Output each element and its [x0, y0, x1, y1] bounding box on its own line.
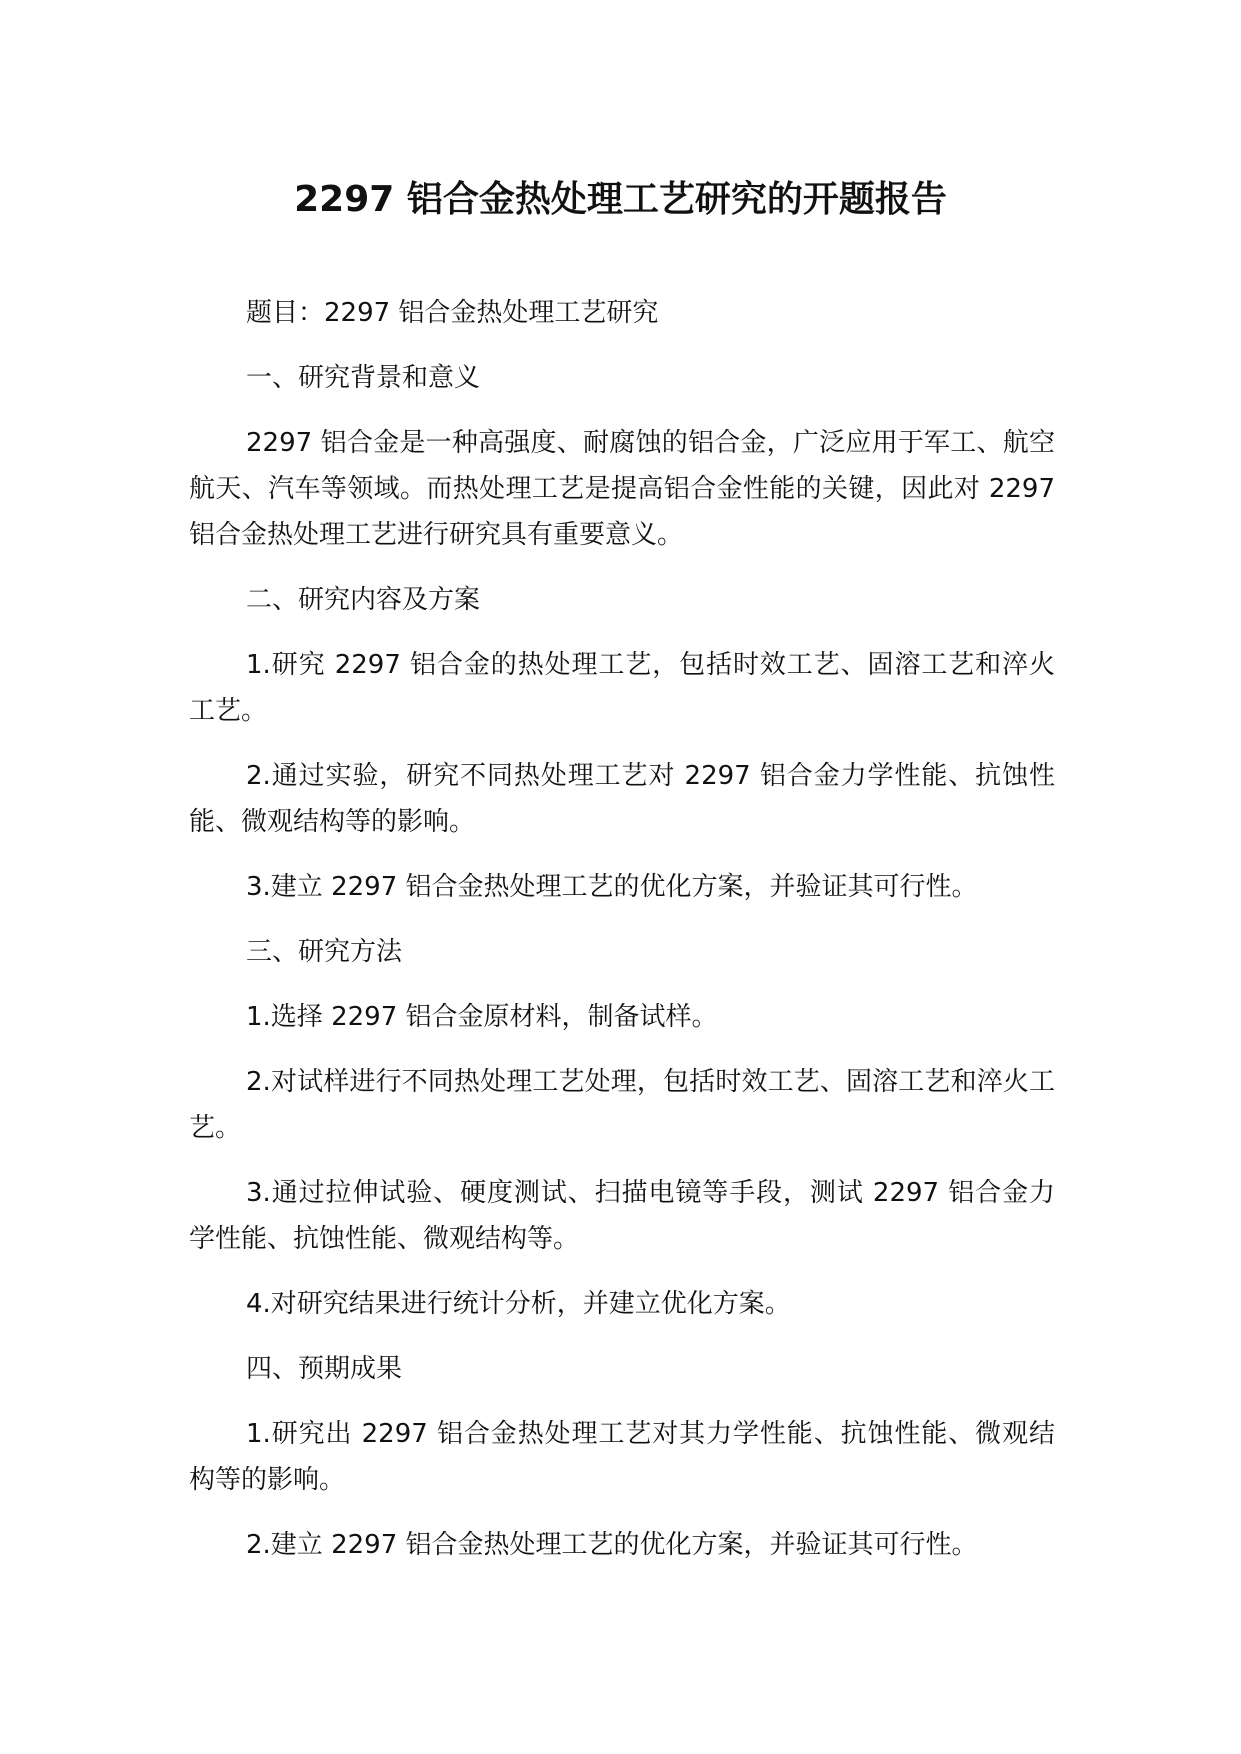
- document-body: [189, 290, 1055, 1587]
- section-heading-background: 一、研究背景和意义: [246, 363, 481, 393]
- paragraph-background: 2297 铝合金是一种高强度、耐腐蚀的铝合金，广泛应用于军工、航空航天、汽车等领域。而热处理工艺是提高铝合金性能的关键，因此对 2297 铝合金热处理工艺进行研究具有重要意义。: [189, 428, 1055, 550]
- method-item-2: 2.对试样进行不同热处理工艺处理，包括时效工艺、固溶工艺和淬火工艺。: [189, 1067, 1055, 1143]
- outcome-item-1: 1.研究出 2297 铝合金热处理工艺对其力学性能、抗蚀性能、微观结构等的影响。: [189, 1419, 1055, 1495]
- content-item-2: 2.通过实验，研究不同热处理工艺对 2297 铝合金力学性能、抗蚀性能、微观结构等的影响。: [189, 761, 1055, 837]
- section-heading-methods: 三、研究方法: [246, 937, 403, 967]
- outcome-item-2: 2.建立 2297 铝合金热处理工艺的优化方案，并验证其可行性。: [246, 1530, 978, 1560]
- method-item-4: 4.对研究结果进行统计分析，并建立优化方案。: [246, 1289, 791, 1319]
- content-item-1: 1.研究 2297 铝合金的热处理工艺，包括时效工艺、固溶工艺和淬火工艺。: [189, 650, 1055, 726]
- section-heading-content: 二、研究内容及方案: [246, 585, 481, 615]
- section-heading-outcomes: 四、预期成果: [246, 1354, 403, 1384]
- method-item-3: 3.通过拉伸试验、硬度测试、扫描电镜等手段，测试 2297 铝合金力学性能、抗蚀性能、微观结构等。: [189, 1178, 1055, 1254]
- content-item-3: 3.建立 2297 铝合金热处理工艺的优化方案，并验证其可行性。: [246, 872, 978, 902]
- document-title: 2297 铝合金热处理工艺研究的开题报告: [294, 179, 947, 220]
- subject-line: 题目：2297 铝合金热处理工艺研究: [246, 298, 659, 328]
- method-item-1: 1.选择 2297 铝合金原材料，制备试样。: [246, 1002, 718, 1032]
